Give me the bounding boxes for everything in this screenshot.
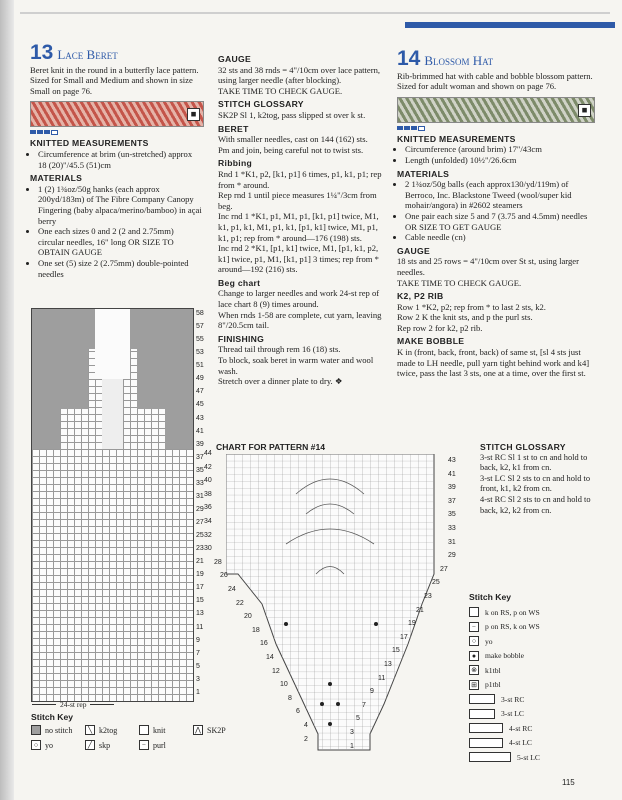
row-number: 40 (204, 477, 212, 485)
row-number: 35 (448, 511, 456, 519)
row-number: 17 (400, 633, 408, 641)
row-number: 33 (196, 479, 204, 487)
row-number: 11 (378, 674, 386, 682)
key-item (469, 692, 540, 707)
row-number: 27 (440, 565, 448, 573)
difficulty-indicator (397, 126, 593, 131)
row-number: 36 (204, 504, 212, 512)
key-label: 5-st LC (517, 752, 540, 762)
key-label: SK2P (207, 725, 226, 735)
row-number: 28 (214, 558, 222, 566)
row-number: 9 (370, 688, 374, 696)
skill-level-icon: ◼ (578, 104, 591, 117)
key-label: p on RS, k on WS (485, 622, 540, 632)
key-item (31, 740, 77, 750)
key-item (85, 740, 131, 750)
pattern-13-number: 13 (30, 41, 54, 64)
purl-icon: − (139, 740, 149, 750)
skp-icon: ╱ (85, 740, 95, 750)
row-number: 15 (392, 647, 400, 655)
beg-chart-step: Change to larger needles and work 24-st rep of lace chart 8 (9) times around. (218, 288, 380, 310)
pattern-13-measurements-heading: KNITTED MEASUREMENTS (30, 138, 149, 149)
row-number: 41 (448, 470, 456, 478)
row-number: 13 (196, 610, 204, 618)
pattern-13-instructions (218, 54, 388, 387)
lace-leaf (95, 309, 130, 379)
ribbing-heading: Ribbing (218, 158, 253, 169)
row-number: 43 (448, 457, 456, 464)
pattern-14-measurement: • Circumference (around brim) 17"/43cm (405, 144, 593, 155)
row-number: 37 (448, 497, 456, 505)
row-number: 39 (196, 440, 204, 448)
row-number: 41 (196, 427, 204, 435)
row-number: 2 (304, 735, 308, 743)
4-st-rc-icon (469, 723, 503, 733)
key-label: k on RS, p on WS (485, 607, 540, 617)
row-number: 29 (196, 505, 204, 513)
row-number: 7 (362, 701, 366, 709)
no-stitch-area (32, 349, 88, 409)
no-stitch-area (32, 409, 60, 449)
key-label: yo (485, 636, 493, 646)
3-st-lc-icon (469, 709, 495, 719)
row-number: 51 (196, 362, 204, 370)
blossom-key-heading: Stitch Key (469, 592, 512, 602)
key-item (469, 736, 540, 751)
pattern-13-intro: Beret knit in the round in a butterfly lace pattern. Sized for Small and Medium and shown in size Small on page 76. (30, 64, 199, 96)
pattern-14-intro: Rib-brimmed hat with cable and bobble blossom pattern. Sized for adult woman and shown on page 76. (397, 70, 593, 92)
yarn-swatch-image (30, 101, 204, 127)
glossary-heading: STITCH GLOSSARY (480, 442, 566, 452)
gauge-text: 32 sts and 38 rnds = 4"/10cm over lace pattern, using larger needle (after blocking). (218, 64, 381, 86)
rib-step: Row 1 *K2, p2; rep from * to last 2 sts, k2. (397, 301, 546, 312)
finishing-step: To block, soak beret in warm water and wool wash. (218, 355, 374, 376)
pattern-14-gauge-heading: GAUGE (397, 245, 431, 256)
k1tbl-icon: ⊗ (469, 665, 479, 675)
row-number: 18 (252, 626, 260, 634)
key-label: 4-st LC (509, 738, 532, 748)
row-number: 27 (196, 519, 204, 526)
key-label: skp (99, 740, 111, 750)
key-label: 3-st LC (501, 709, 524, 719)
no-stitch-area (137, 349, 193, 409)
key-label: knit (153, 725, 166, 735)
row-number: 9 (196, 636, 200, 644)
blossom-stitch-key (469, 592, 540, 765)
k2tog-icon: ╲ (85, 725, 95, 735)
row-number: 4 (304, 722, 308, 729)
key-item (469, 750, 540, 765)
row-number: 3 (350, 729, 354, 736)
row-number: 31 (196, 492, 204, 500)
row-number: 45 (196, 401, 204, 409)
beret-step: With smaller needles, cast on 144 (162) sts. (218, 134, 368, 145)
gauge-check: TAKE TIME TO CHECK GAUGE. (218, 85, 343, 96)
row-number: 43 (196, 414, 204, 422)
sk2p-definition: SK2P Sl 1, k2tog, pass slipped st over k st. (218, 109, 366, 120)
pattern-14-measurements-heading: KNITTED MEASUREMENTS (397, 133, 516, 144)
pattern-14-gauge-check: TAKE TIME TO CHECK GAUGE. (397, 277, 522, 288)
row-number: 6 (296, 708, 300, 716)
pattern-13-material: • One set (5) size 2 (2.75mm) double-pointed needles (38, 258, 202, 279)
row-number: 53 (196, 349, 204, 357)
ribbing-step: Rep rnd 1 until piece measures 1¼"/3cm from beg. (218, 190, 377, 211)
row-number: 34 (204, 518, 212, 525)
row-number: 20 (244, 613, 252, 621)
yo-icon: ○ (469, 636, 479, 646)
row-number: 24 (228, 586, 236, 593)
key-item (31, 725, 77, 735)
row-number: 44 (204, 450, 212, 457)
ribbing-step: Inc rnd 2 *K1, [p1, k1] twice, M1, [p1, k1, p2, k1] twice, p1, M1, [k1, p1] 3 times; rep from * around—192 (216) sts. (218, 243, 379, 275)
key-item (469, 721, 540, 736)
beg-chart-step: When rnds 1-58 are complete, cut yarn, leaving 8"/20.5cm tail. (218, 309, 382, 331)
key-item (139, 725, 185, 735)
pattern-14-column (397, 47, 593, 379)
row-number: 39 (448, 484, 456, 492)
page-number: 115 (562, 778, 575, 787)
row-number: 38 (204, 490, 212, 498)
rib-step: Row 2 K the knit sts, and p the purl sts. (397, 312, 533, 323)
pattern-13-materials-heading: MATERIALS (30, 173, 83, 184)
row-number: 30 (204, 545, 212, 553)
difficulty-indicator (30, 130, 202, 135)
lace-key-heading: Stitch Key (31, 712, 74, 722)
key-label: purl (153, 740, 166, 750)
blue-header-bar (405, 22, 615, 28)
ribbing-step: Inc rnd 1 *K1, p1, M1, p1, [k1, p1] twice, M1, k1, p1, k1, M1, p1, k1, [p1, k1] twice, M1, p1, k1, p1; rep from * around—176 (198) sts. (218, 211, 379, 243)
pattern-14-gauge: 18 sts and 25 rows = 4"/10cm over St st, using larger needles. (397, 256, 579, 277)
row-number: 12 (272, 667, 280, 675)
finishing-heading: FINISHING (218, 333, 265, 344)
row-number: 16 (260, 640, 268, 648)
row-number: 1 (350, 742, 354, 750)
row-number: 31 (448, 538, 456, 546)
bobble-heading: MAKE BOBBLE (397, 336, 465, 347)
key-label: yo (45, 740, 53, 750)
beret-heading: BERET (218, 123, 249, 134)
row-number: 32 (204, 531, 212, 539)
row-number: 42 (204, 463, 212, 471)
skill-level-icon: ◼ (187, 108, 200, 121)
key-label: k1tbl (485, 665, 501, 675)
row-number: 21 (196, 558, 204, 566)
row-number: 7 (196, 649, 200, 657)
gauge-heading: GAUGE (218, 54, 252, 64)
row-number: 3 (196, 675, 200, 683)
pattern-13-material: • 1 (2) 1¾oz/50g hanks (each approx 200yd/183m) of The Fibre Company Canopy Fingering (baby alpaca/merino/bamboo) in açai berry (38, 184, 202, 226)
pattern-13-measurement: • Circumference at brim (un-stretched) approx 18 (20)"/45.5 (51)cm (38, 149, 202, 170)
row-number: 35 (196, 466, 204, 474)
row-number: 19 (408, 620, 416, 628)
key-label: p1tbl (485, 680, 501, 690)
blossom-chart (226, 454, 466, 754)
row-number: 29 (448, 552, 456, 560)
no-stitch-icon (31, 725, 41, 735)
pattern-14-glossary (480, 442, 600, 516)
pattern-13-material: • One each sizes 0 and 2 (2 and 2.75mm) circular needles, 16" long OR SIZE TO OBTAIN GAUGE (38, 226, 202, 258)
row-number: 23 (196, 545, 204, 553)
row-number: 25 (196, 532, 204, 540)
key-label: make bobble (485, 651, 525, 661)
3-st-rc-icon (469, 694, 495, 704)
pattern-13-name: Lace Beret (57, 47, 118, 62)
bobble-icon: ● (469, 651, 479, 661)
row-number: 21 (416, 606, 424, 614)
key-item (469, 707, 540, 722)
pattern-14-title (397, 47, 593, 70)
row-number: 23 (424, 593, 432, 600)
row-number: 55 (196, 336, 204, 344)
page-binding (0, 0, 14, 800)
glossary-item: 4-st RC Sl 2 sts to cn and hold to back, k2, k2 from cn. (480, 494, 591, 515)
ribbing-step: Rnd 1 *K1, p2, [k1, p1] 6 times, p1, k1, p1; rep from * around. (218, 168, 382, 190)
key-item (469, 678, 540, 693)
knit-icon (469, 607, 479, 617)
pattern-14-material: • One pair each size 5 and 7 (3.75 and 4.5mm) needles OR SIZE TO GET GAUGE (405, 211, 593, 232)
lace-chart (31, 308, 194, 702)
beret-step: Pm and join, being careful not to twist sts. (218, 144, 364, 155)
sk2p-icon: ⋀ (193, 725, 203, 735)
key-item (469, 663, 540, 678)
lace-chart-row-numbers (196, 307, 204, 699)
row-number: 10 (280, 681, 288, 689)
p1tbl-icon: ⊞ (469, 680, 479, 690)
row-number: 14 (266, 654, 274, 661)
row-number: 15 (196, 597, 204, 605)
repeat-label: 24-st rep (60, 700, 87, 709)
pattern-14-measurement: • Length (unfolded) 10½"/26.6cm (405, 155, 593, 166)
finishing-step: Thread tail through rem 16 (18) sts. (218, 344, 341, 355)
5-st-lc-icon (469, 752, 511, 762)
pattern-14-number: 14 (397, 47, 421, 70)
4-st-lc-icon (469, 738, 503, 748)
stitch-glossary-heading: STITCH GLOSSARY (218, 99, 304, 110)
row-number: 8 (288, 694, 292, 702)
chart-14-title: CHART FOR PATTERN #14 (216, 442, 326, 452)
glossary-item: 3-st RC Sl 1 st to cn and hold to back, k2, k1 from cn. (480, 452, 588, 473)
row-number: 13 (384, 661, 392, 668)
purl-icon: − (469, 622, 479, 632)
row-number: 5 (196, 662, 200, 670)
yo-icon: ○ (31, 740, 41, 750)
row-number: 49 (196, 375, 204, 383)
row-number: 26 (220, 572, 228, 580)
top-rule (20, 12, 610, 14)
pattern-13-column (30, 41, 202, 279)
bobble-text: K in (front, back, front, back) of same st, [sl 4 sts just made to LH needle, pull yarn tight behind work and k4] twice, pass the last 3 sts, one at a time, over the first st. (397, 347, 590, 379)
key-item (469, 634, 540, 649)
yarn-swatch-image (397, 97, 595, 123)
row-number: 22 (236, 599, 244, 607)
row-number: 17 (196, 584, 204, 592)
row-number: 11 (196, 623, 204, 631)
lace-leaf (102, 379, 123, 449)
pattern-14-material: • 2 1¾oz/50g balls (each approx130/yd/119m) of Berroco, Inc. Blackstone Tweed (wool/super kid mohair/angora) in #2602 steamers (405, 179, 593, 211)
row-number: 25 (432, 579, 440, 587)
row-number: 5 (356, 715, 360, 723)
pattern-13-title (30, 41, 202, 64)
row-number: 58 (196, 310, 204, 317)
key-label: no stitch (45, 725, 73, 735)
key-item (85, 725, 131, 735)
pattern-14-material: • Cable needle (cn) (405, 232, 593, 243)
pattern-14-name: Blossom Hat (424, 53, 494, 68)
key-item (469, 649, 540, 664)
row-number: 57 (196, 323, 204, 331)
pattern-14-materials-heading: MATERIALS (397, 168, 450, 179)
row-number: 1 (196, 688, 200, 696)
row-number: 33 (448, 525, 456, 532)
key-label: k2tog (99, 725, 118, 735)
row-number: 19 (196, 571, 204, 579)
key-item (139, 740, 185, 750)
knit-icon (139, 725, 149, 735)
rib-step: Rep row 2 for k2, p2 rib. (397, 322, 483, 333)
rib-heading: K2, P2 RIB (397, 291, 444, 302)
key-item (469, 620, 540, 635)
glossary-item: 3-st LC Sl 2 sts to cn and hold to front, k1, k2 from cn. (480, 473, 591, 494)
key-label: 3-st RC (501, 694, 525, 704)
key-item (469, 605, 540, 620)
key-label: 4-st RC (509, 723, 533, 733)
row-number: 37 (196, 453, 204, 461)
row-number: 47 (196, 388, 204, 396)
beg-chart-heading: Beg chart (218, 277, 261, 288)
finishing-step: Stretch over a dinner plate to dry. ❖ (218, 376, 343, 387)
lace-stitch-key (31, 712, 239, 755)
no-stitch-area (165, 409, 193, 449)
